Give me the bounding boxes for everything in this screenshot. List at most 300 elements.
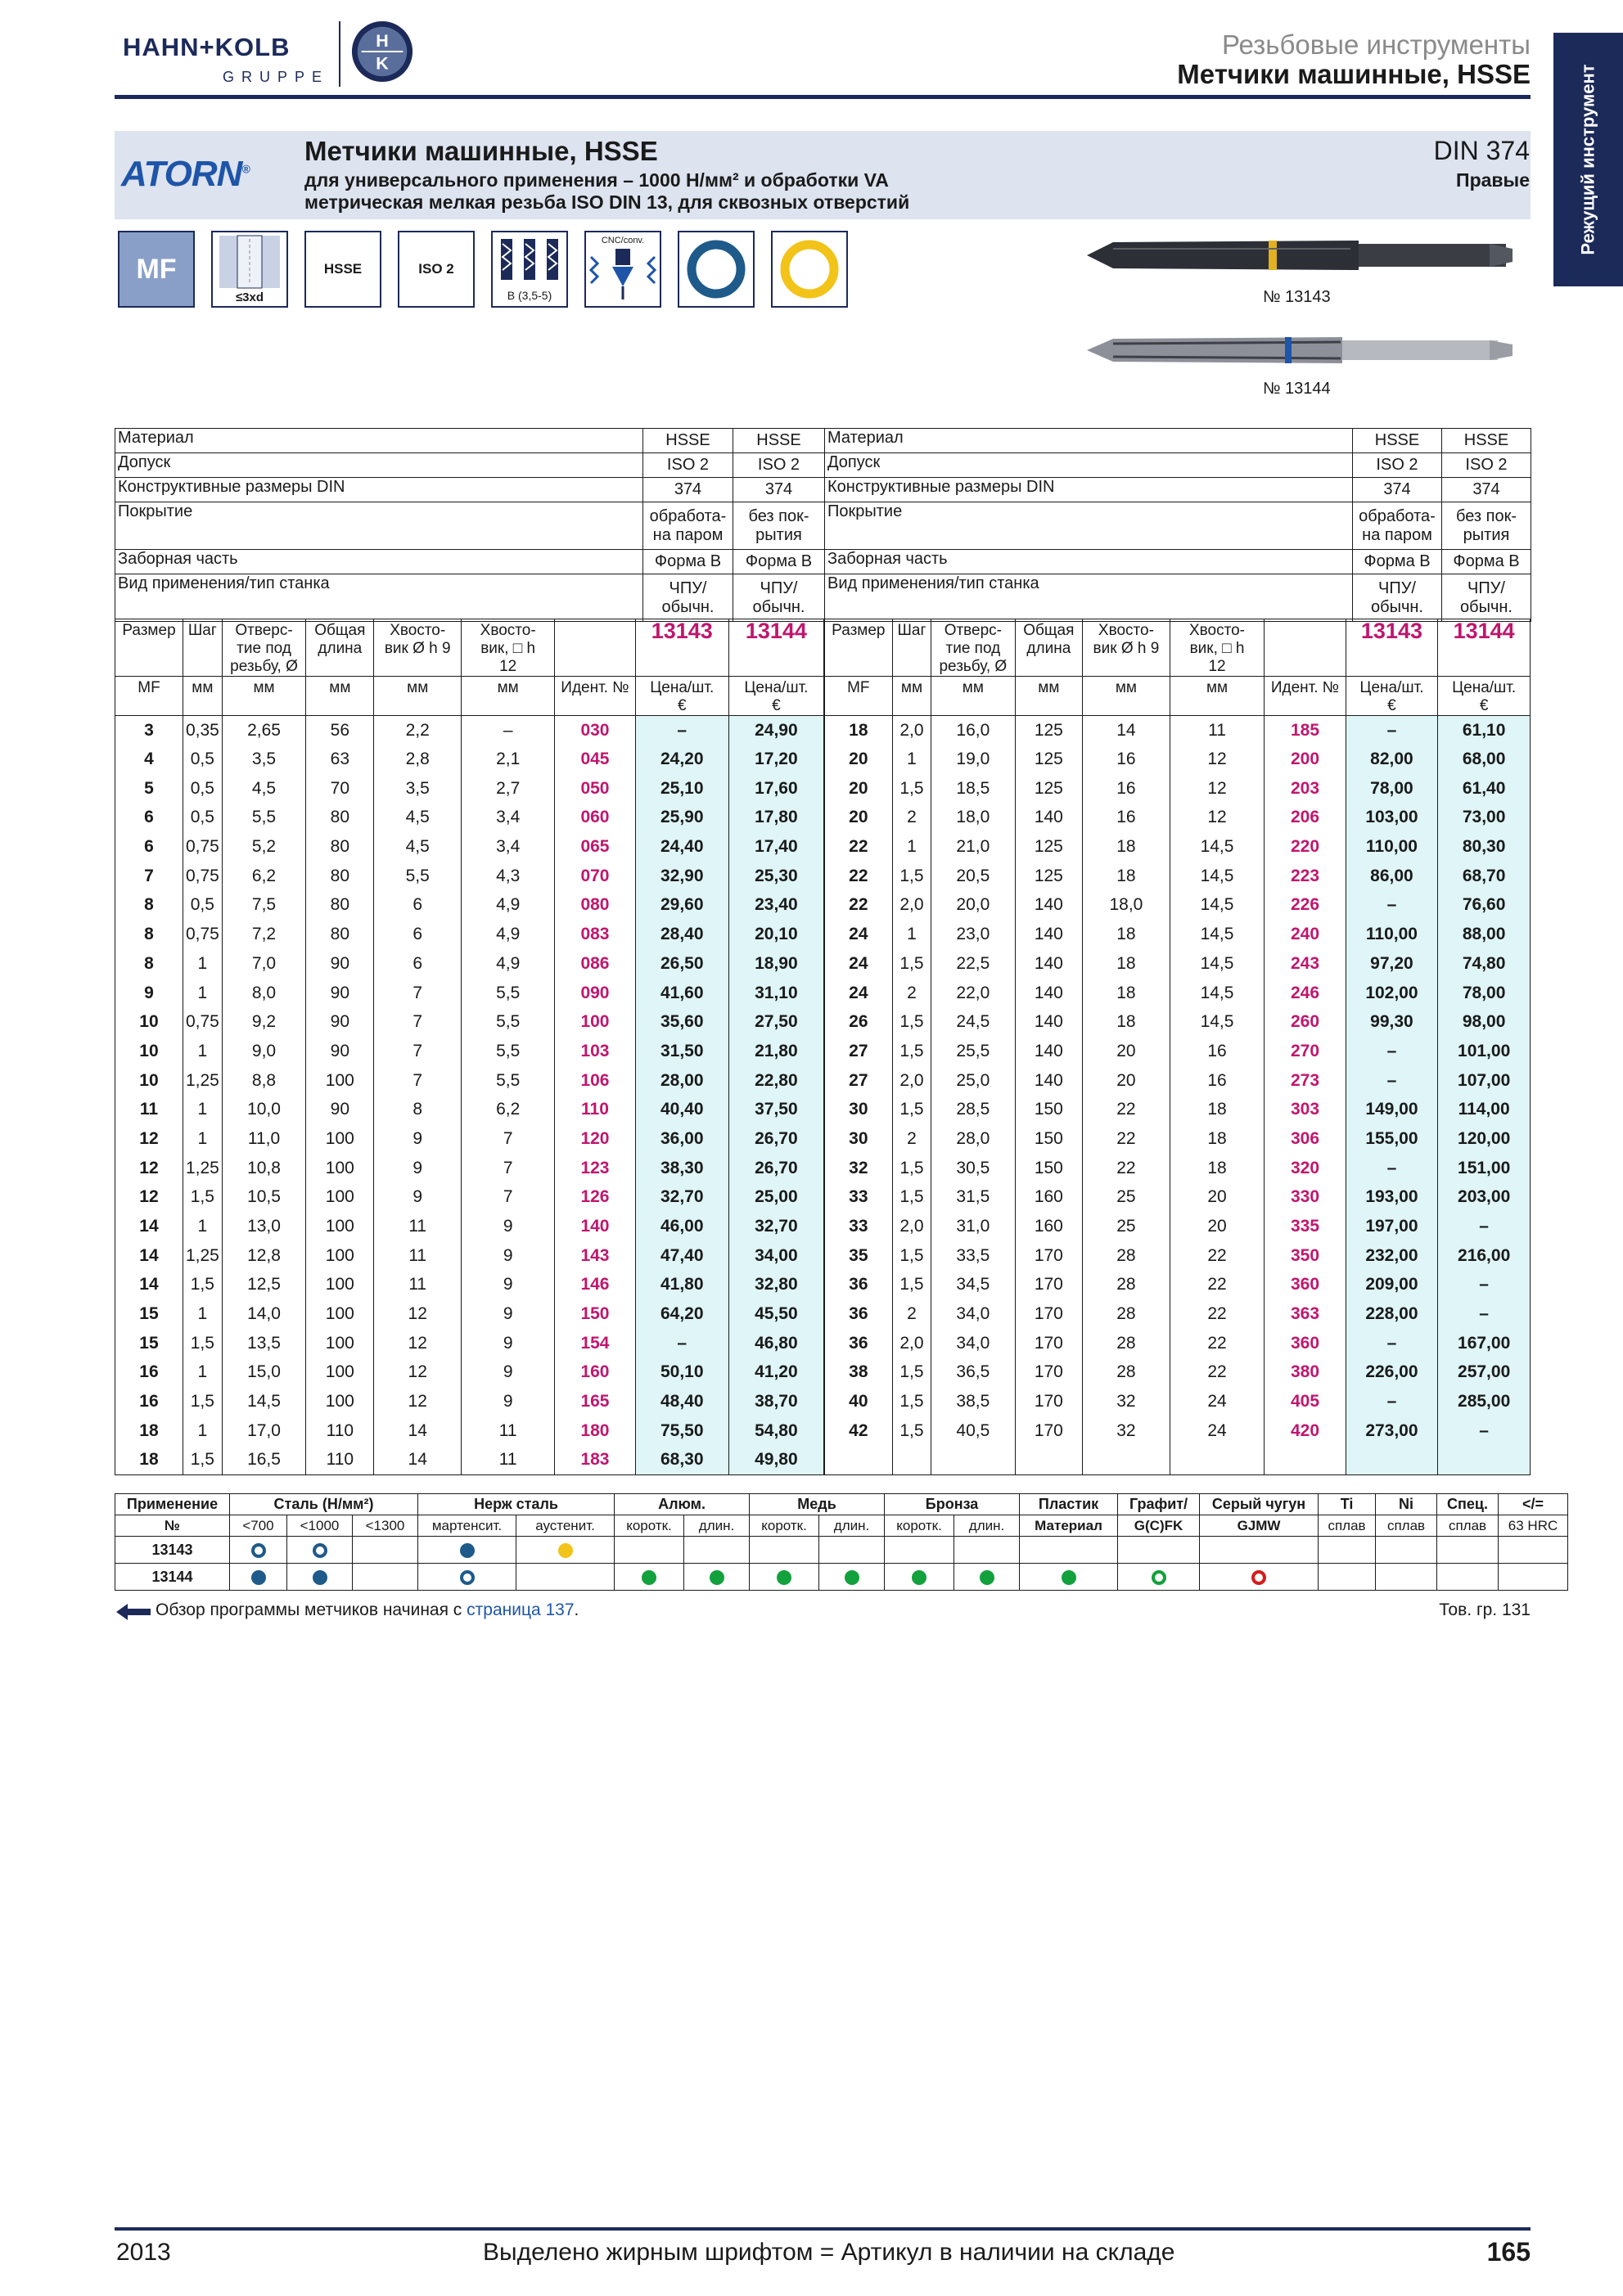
application-cell (1118, 1537, 1200, 1564)
cell-pitch: 1,5 (183, 1446, 222, 1475)
atorn-brand-logo (121, 154, 250, 195)
cell-hole-diameter: 10,8 (222, 1154, 306, 1183)
cell-price-13143: 226,00 (1346, 1358, 1438, 1388)
cell-size: 20 (825, 774, 893, 804)
spec-value-13143: Форма B (643, 550, 733, 574)
cell-price-13144: 76,60 (1438, 891, 1531, 921)
application-cell (750, 1564, 819, 1591)
cell-hole-diameter: 22,5 (931, 949, 1015, 979)
cell-total-length: 170 (1015, 1387, 1083, 1416)
application-cell (1319, 1537, 1376, 1564)
cell-square-size: 9 (462, 1329, 555, 1358)
cell-price-13143: 110,00 (1346, 920, 1438, 949)
header-hole-diameter: Отверс- тие под резьбу, Ø (931, 619, 1015, 677)
cell-price-13143: 28,40 (635, 920, 728, 949)
suitability-blue-o-icon (251, 1543, 266, 1558)
cell-shank-diameter: 16 (1083, 774, 1170, 804)
cell-hole-diameter: 12,5 (222, 1271, 306, 1300)
cell-hole-diameter: 38,5 (931, 1387, 1015, 1416)
unit-size: MF (115, 677, 183, 716)
spec-label: Допуск (115, 453, 643, 478)
cell-total-length: 100 (306, 1329, 374, 1358)
spec-left-body (115, 429, 825, 622)
side-tab-label: Режущий инструмент (1577, 64, 1598, 255)
registered-mark-icon: ® (241, 162, 250, 176)
table-row (115, 949, 824, 979)
cell-price-13143: 155,00 (1346, 1124, 1438, 1154)
cell-shank-diameter: 18 (1083, 1007, 1170, 1037)
table-row (825, 832, 1531, 862)
cell-price-13144: 17,20 (728, 745, 823, 774)
spec-table-left (115, 428, 825, 622)
cell-size: 12 (115, 1183, 183, 1213)
cell-ident-number: 050 (555, 774, 636, 804)
cell-price-13143: 50,10 (635, 1358, 728, 1388)
suitability-green-icon (912, 1570, 926, 1585)
application-head-graphite: Графит/ (1118, 1494, 1200, 1515)
cell-total-length: 160 (1015, 1183, 1083, 1213)
cell-size: 22 (825, 891, 893, 921)
cell-price-13144: 101,00 (1438, 1037, 1531, 1066)
cell-ident-number: 306 (1265, 1124, 1346, 1154)
cell-size (825, 1446, 893, 1475)
cell-price-13143: 197,00 (1346, 1212, 1438, 1241)
table-row (115, 745, 824, 774)
cell-price-13144: 88,00 (1438, 920, 1531, 949)
cell-shank-diameter: 32 (1083, 1416, 1170, 1446)
application-head-nickel: Ni (1376, 1494, 1437, 1515)
header-size: Размер (825, 619, 893, 677)
cell-shank-diameter: 7 (374, 1037, 462, 1066)
cell-total-length: 70 (306, 774, 374, 804)
overview-note-end: . (574, 1600, 579, 1619)
cell-total-length: 90 (306, 949, 374, 979)
cell-square-size: 5,5 (462, 1007, 555, 1037)
table-row (825, 862, 1531, 891)
brand-logo-subword: GRUPPE (223, 69, 330, 85)
unit-row (115, 677, 824, 716)
unit-shank-diameter: мм (374, 677, 462, 716)
thread-direction: Правые (1456, 169, 1530, 191)
cell-size: 8 (115, 949, 183, 979)
application-cell (684, 1564, 750, 1591)
spec-value-13143: Форма B (1353, 550, 1442, 574)
cell-size: 8 (115, 920, 183, 949)
cell-square-size: 14,5 (1170, 979, 1265, 1008)
spec-row (825, 453, 1531, 478)
size-table-right-units (825, 677, 1531, 716)
cell-shank-diameter: 14 (374, 1416, 462, 1446)
cell-price-13144: 20,10 (728, 920, 823, 949)
header-pitch: Шаг (183, 619, 222, 677)
cell-price-13143: 46,00 (635, 1212, 728, 1241)
cell-size: 16 (115, 1387, 183, 1416)
table-row (825, 1183, 1531, 1213)
cell-total-length: 170 (1015, 1416, 1083, 1446)
cell-square-size: 18 (1170, 1154, 1265, 1183)
chamfer-form-icon (493, 232, 566, 306)
cell-price-13143: 86,00 (1346, 862, 1438, 891)
cell-ident-number: 405 (1265, 1387, 1346, 1416)
cell-price-13143: 97,20 (1346, 949, 1438, 979)
table-row (825, 949, 1531, 979)
cell-ident-number: 360 (1265, 1329, 1346, 1358)
cell-size: 4 (115, 745, 183, 774)
application-cell (516, 1564, 615, 1591)
application-head-steel: Сталь (Н/мм²) (230, 1494, 418, 1515)
application-table (115, 1493, 1568, 1591)
cell-hole-diameter: 36,5 (931, 1358, 1015, 1388)
cell-square-size: 12 (1170, 745, 1265, 774)
cell-hole-diameter: 5,2 (222, 832, 306, 862)
cell-total-length: 80 (306, 891, 374, 921)
cell-shank-diameter: 18 (1083, 949, 1170, 979)
cell-size: 40 (825, 1387, 893, 1416)
cell-hole-diameter: 19,0 (931, 745, 1015, 774)
cell-hole-diameter: 7,2 (222, 920, 306, 949)
cell-square-size: 12 (1170, 804, 1265, 833)
cell-shank-diameter: 25 (1083, 1183, 1170, 1213)
cell-ident-number: 303 (1265, 1095, 1346, 1124)
table-row (825, 1299, 1531, 1329)
cell-shank-diameter: 32 (1083, 1387, 1170, 1416)
spec-row (825, 478, 1531, 502)
cell-size: 3 (115, 716, 183, 745)
cell-total-length: 100 (306, 1154, 374, 1183)
cell-price-13143: 102,00 (1346, 979, 1438, 1008)
spec-value-13143: ISO 2 (643, 453, 733, 478)
atorn-brand-text: ATORN (121, 154, 242, 194)
suitability-green-icon (980, 1570, 994, 1585)
cell-ident-number: 150 (555, 1299, 636, 1329)
table-row (825, 716, 1531, 745)
cell-shank-diameter: 7 (374, 1007, 462, 1037)
form-label: B (3,5-5) (507, 289, 552, 302)
cell-pitch: 1,5 (183, 1271, 222, 1300)
cell-pitch: 1 (183, 1358, 222, 1388)
cell-price-13143: – (1346, 1329, 1438, 1358)
cell-ident-number: 030 (555, 716, 636, 745)
cell-pitch: 0,5 (183, 774, 222, 804)
cell-size: 11 (115, 1095, 183, 1124)
unit-pitch: мм (183, 677, 222, 716)
cell-ident-number: 180 (555, 1416, 636, 1446)
cell-ident-number: 080 (555, 891, 636, 921)
cell-hole-diameter: 24,5 (931, 1007, 1015, 1037)
cell-ident-number: 335 (1265, 1212, 1346, 1241)
cell-size: 6 (115, 832, 183, 862)
svg-text:K: K (376, 53, 389, 74)
application-article-number: 13143 (115, 1537, 230, 1564)
table-row (825, 1037, 1531, 1066)
cell-total-length: 100 (306, 1271, 374, 1300)
spec-label: Конструктивные размеры DIN (115, 478, 643, 502)
cell-price-13143: 31,50 (635, 1037, 728, 1066)
cell-hole-diameter: 17,0 (222, 1416, 306, 1446)
spec-value-13143: ISO 2 (1353, 453, 1442, 478)
cell-square-size: 18 (1170, 1124, 1265, 1154)
cell-shank-diameter: 18 (1083, 832, 1170, 862)
cell-size: 22 (825, 862, 893, 891)
cell-ident-number: 273 (1265, 1066, 1346, 1096)
cell-price-13143: 193,00 (1346, 1183, 1438, 1213)
application-cell (819, 1564, 885, 1591)
cell-pitch: 1 (183, 1095, 222, 1124)
cell-ident-number: 206 (1265, 804, 1346, 833)
cell-ident-number: 243 (1265, 949, 1346, 979)
cell-total-length: 150 (1015, 1154, 1083, 1183)
cell-size: 24 (825, 920, 893, 949)
cell-price-13144: 68,70 (1438, 862, 1531, 891)
cell-ident-number: 226 (1265, 891, 1346, 921)
cell-size: 20 (825, 804, 893, 833)
cell-hole-diameter: 25,0 (931, 1066, 1015, 1096)
application-cell (353, 1564, 418, 1591)
cell-price-13144: 34,00 (728, 1241, 823, 1271)
table-row (115, 1037, 824, 1066)
footer-rule (115, 2227, 1531, 2231)
cell-square-size: 14,5 (1170, 891, 1265, 921)
product-subtitle-2: метрическая мелкая резьба ISO DIN 13, для сквозных отверстий (304, 191, 910, 213)
cell-ident-number: 246 (1265, 979, 1346, 1008)
overview-note (156, 1600, 579, 1620)
cell-ident-number: 146 (555, 1271, 636, 1300)
table-row (825, 1358, 1531, 1388)
table-row (825, 1007, 1531, 1037)
cell-shank-diameter: 9 (374, 1124, 462, 1154)
cell-total-length: 100 (306, 1241, 374, 1271)
cell-price-13144 (1438, 1446, 1531, 1475)
cell-ident-number: 420 (1265, 1416, 1346, 1446)
cell-shank-diameter: 12 (374, 1387, 462, 1416)
cnc-machine-icon (586, 232, 660, 306)
application-head-aluminium: Алюм. (615, 1494, 750, 1515)
cell-square-size: 3,4 (462, 804, 555, 833)
application-cell (954, 1537, 1020, 1564)
cell-total-length: 160 (1015, 1212, 1083, 1241)
table-row (825, 1154, 1531, 1183)
application-sub-cell: сплав (1376, 1515, 1437, 1537)
cell-total-length: 80 (306, 804, 374, 833)
application-cell (615, 1537, 684, 1564)
header-shank-diameter: Хвосто- вик Ø h 9 (374, 619, 462, 677)
cell-pitch: 1 (183, 1416, 222, 1446)
cell-size: 27 (825, 1037, 893, 1066)
cell-ident-number: 103 (555, 1037, 636, 1066)
cell-size: 20 (825, 745, 893, 774)
cell-total-length (1015, 1446, 1083, 1475)
cell-square-size: 14,5 (1170, 920, 1265, 949)
spec-value-13143: ЧПУ/ обычн. (643, 574, 733, 622)
cell-hole-diameter: 14,0 (222, 1299, 306, 1329)
cell-price-13143: 32,70 (635, 1183, 728, 1213)
cell-shank-diameter: 22 (1083, 1124, 1170, 1154)
application-sub-cell: <1000 (287, 1515, 353, 1537)
table-row (115, 1066, 824, 1096)
size-table-left-units (115, 677, 824, 716)
cell-ident-number: 330 (1265, 1183, 1346, 1213)
application-sub-row (115, 1515, 1568, 1537)
cell-total-length: 125 (1015, 716, 1083, 745)
application-head-grey-cast-iron: Серый чугун (1200, 1494, 1319, 1515)
cell-price-13143: – (1346, 1387, 1438, 1416)
cell-total-length: 90 (306, 1095, 374, 1124)
cell-pitch: 2,0 (892, 1212, 931, 1241)
cell-price-13143: 75,50 (635, 1416, 728, 1446)
cell-hole-diameter: 8,8 (222, 1066, 306, 1096)
size-table-left (115, 619, 824, 1475)
spec-label: Покрытие (825, 502, 1353, 550)
cell-size: 33 (825, 1183, 893, 1213)
spec-row (825, 502, 1531, 550)
steel-blue-ring-pictogram (678, 231, 755, 308)
table-row (825, 1446, 1531, 1475)
table-row (825, 774, 1531, 804)
cell-price-13144: 37,50 (728, 1095, 823, 1124)
cell-pitch: 1,5 (892, 1037, 931, 1066)
application-cell (1437, 1537, 1499, 1564)
cell-price-13144: 18,90 (728, 949, 823, 979)
application-sub-cell: длин. (684, 1515, 750, 1537)
cell-hole-diameter: 30,5 (931, 1154, 1015, 1183)
cell-size: 42 (825, 1416, 893, 1446)
cell-price-13144: 257,00 (1438, 1358, 1531, 1388)
suitability-green-icon (1062, 1570, 1076, 1585)
cell-hole-diameter: 7,0 (222, 949, 306, 979)
size-table-right-header (825, 619, 1531, 677)
cell-size: 8 (115, 891, 183, 921)
cell-square-size: 5,5 (462, 1066, 555, 1096)
application-row (115, 1564, 1568, 1591)
size-table-left-header (115, 619, 824, 677)
page-137-link[interactable]: страница 137 (467, 1600, 575, 1619)
cell-hole-diameter: 2,65 (222, 716, 306, 745)
spec-value-13143: 374 (1353, 478, 1442, 502)
spec-label: Конструктивные размеры DIN (825, 478, 1353, 502)
cell-size: 33 (825, 1212, 893, 1241)
cell-total-length: 150 (1015, 1095, 1083, 1124)
cell-pitch: 0,75 (183, 832, 222, 862)
cell-shank-diameter: 7 (374, 979, 462, 1008)
spec-row (825, 574, 1531, 622)
cell-price-13143: 68,30 (635, 1446, 728, 1475)
cell-square-size: 7 (462, 1124, 555, 1154)
cell-total-length: 80 (306, 862, 374, 891)
cell-size: 18 (115, 1416, 183, 1446)
application-cell (1200, 1564, 1319, 1591)
spec-row (115, 478, 825, 502)
cell-shank-diameter: 11 (374, 1271, 462, 1300)
stock-legend: Выделено жирным шрифтом = Артикул в наличии на складе (483, 2239, 1175, 2266)
spec-label: Вид применения/тип станка (115, 574, 643, 622)
cell-hole-diameter: 20,0 (931, 891, 1015, 921)
cell-shank-diameter: 8 (374, 1095, 462, 1124)
cell-price-13144: 25,00 (728, 1183, 823, 1213)
cell-price-13143: 48,40 (635, 1387, 728, 1416)
cell-price-13143 (1346, 1446, 1438, 1475)
cell-pitch: 1,5 (892, 1095, 931, 1124)
cell-shank-diameter: 20 (1083, 1066, 1170, 1096)
cell-price-13144: 45,50 (728, 1299, 823, 1329)
cell-square-size: 7 (462, 1183, 555, 1213)
cell-total-length: 100 (306, 1066, 374, 1096)
cell-shank-diameter: 9 (374, 1154, 462, 1183)
application-cell (418, 1537, 516, 1564)
cell-price-13144: 61,10 (1438, 716, 1531, 745)
application-cell (230, 1537, 287, 1564)
cell-price-13143: 41,60 (635, 979, 728, 1008)
cell-ident-number: 363 (1265, 1299, 1346, 1329)
application-sub-cell: <1300 (353, 1515, 418, 1537)
cell-total-length: 140 (1015, 1007, 1083, 1037)
cell-pitch: 2,0 (892, 1066, 931, 1096)
spec-row (115, 550, 825, 574)
table-row (825, 1329, 1531, 1358)
cell-total-length: 63 (306, 745, 374, 774)
cell-ident-number: 110 (555, 1095, 636, 1124)
article-code-code1: 13143 (1346, 619, 1438, 677)
cell-size: 10 (115, 1066, 183, 1096)
cell-hole-diameter: 23,0 (931, 920, 1015, 949)
cell-shank-diameter: 7 (374, 1066, 462, 1096)
table-row (115, 979, 824, 1008)
application-sub-cell: длин. (954, 1515, 1020, 1537)
cell-total-length: 90 (306, 979, 374, 1008)
cell-total-length: 140 (1015, 920, 1083, 949)
product-title: Метчики машинные, HSSE (304, 136, 658, 166)
spec-value-13144: ISO 2 (733, 453, 825, 478)
cell-price-13143: 228,00 (1346, 1299, 1438, 1329)
cell-pitch: 0,75 (183, 1007, 222, 1037)
cell-price-13143: 25,10 (635, 774, 728, 804)
application-row (115, 1537, 1568, 1564)
cell-price-13144: 73,00 (1438, 804, 1531, 833)
table-row (115, 1124, 824, 1154)
cell-hole-diameter: 34,0 (931, 1329, 1015, 1358)
cell-square-size: 11 (1170, 716, 1265, 745)
cell-square-size: 4,9 (462, 920, 555, 949)
cell-price-13143: – (1346, 1066, 1438, 1096)
cnc-label: CNC/conv. (601, 236, 645, 245)
spec-value-13144: ISO 2 (1442, 453, 1531, 478)
cell-price-13144: 22,80 (728, 1066, 823, 1096)
application-sub-cell: коротк. (615, 1515, 684, 1537)
spec-value-13143: HSSE (1353, 429, 1442, 453)
table-row (825, 1124, 1531, 1154)
application-cell (954, 1564, 1020, 1591)
cell-ident-number: 240 (1265, 920, 1346, 949)
cell-price-13144: 38,70 (728, 1387, 823, 1416)
cell-total-length: 125 (1015, 862, 1083, 891)
application-cell (750, 1537, 819, 1564)
cell-ident-number: 106 (555, 1066, 636, 1096)
application-cell (885, 1537, 954, 1564)
table-row (115, 1183, 824, 1213)
table-row (115, 891, 824, 921)
cell-size: 12 (115, 1154, 183, 1183)
cell-total-length: 100 (306, 1183, 374, 1213)
size-table-right-rows (825, 716, 1531, 1475)
cell-ident-number: 086 (555, 949, 636, 979)
cell-hole-diameter: 11,0 (222, 1124, 306, 1154)
application-head-copper: Медь (750, 1494, 885, 1515)
table-row (115, 716, 824, 745)
cell-size: 16 (115, 1358, 183, 1388)
cell-price-13144: 285,00 (1438, 1387, 1531, 1416)
cell-hole-diameter: 16,5 (222, 1446, 306, 1475)
cell-pitch: 1 (183, 1124, 222, 1154)
header-hole-diameter: Отверс- тие под резьбу, Ø (222, 619, 306, 677)
